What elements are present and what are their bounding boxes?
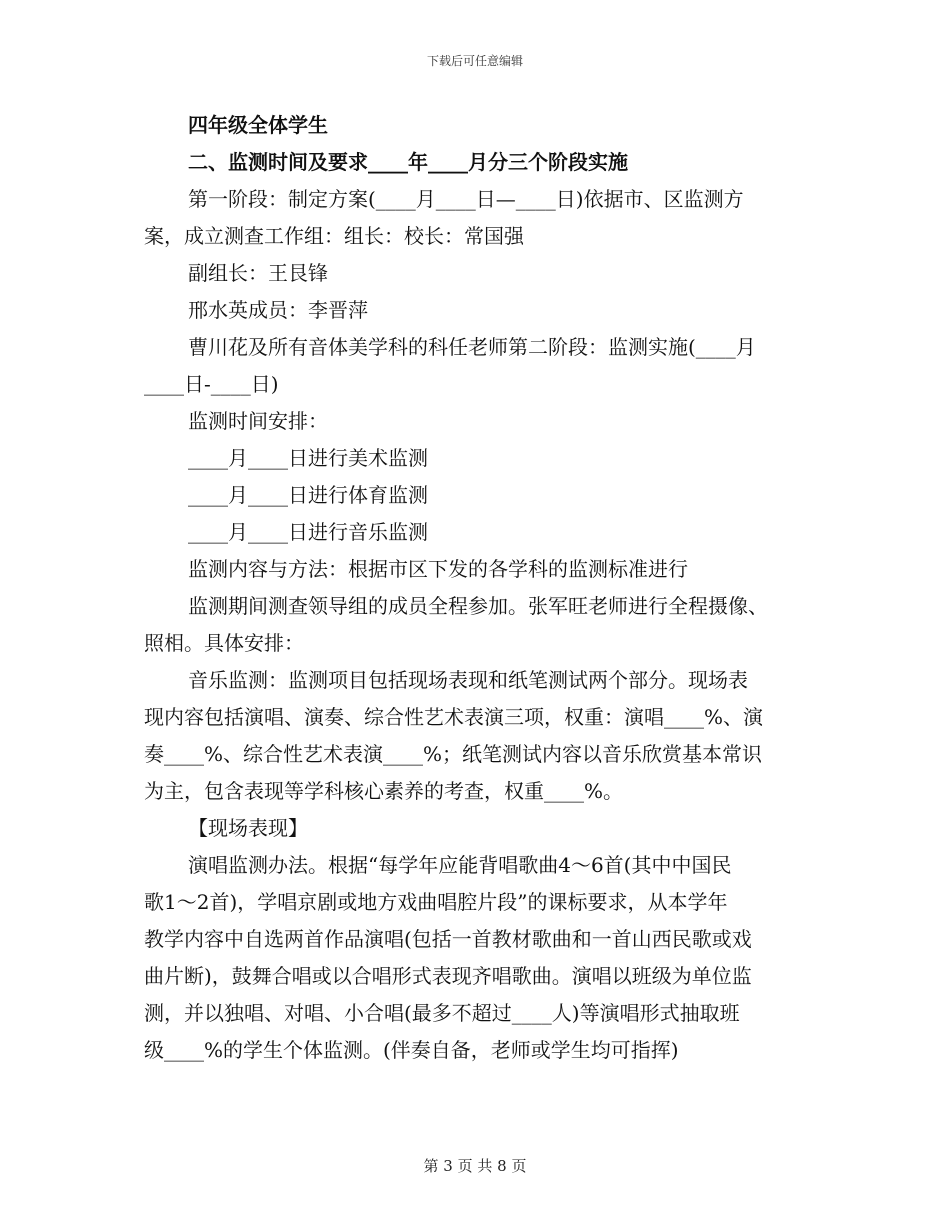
schedule-item: ____月____日进行体育监测 <box>188 483 428 507</box>
doc-line: 监测期间测查领导组的成员全程参加。张军旺老师进行全程摄像、 <box>188 594 768 618</box>
doc-line: ____日-____日) <box>144 372 279 396</box>
doc-line: 监测时间安排： <box>188 409 328 433</box>
doc-line: 曹川花及所有音体美学科的科任老师第二阶段：监测实施(____月 <box>188 335 756 359</box>
doc-line: 四年级全体学生 <box>188 113 328 137</box>
doc-line: 曲片断)，鼓舞合唱或以合唱形式表现齐唱歌曲。演唱以班级为单位监 <box>144 964 752 988</box>
schedule-item: ____月____日进行美术监测 <box>188 446 428 470</box>
page-footer: 第 3 页 共 8 页 <box>423 1157 527 1175</box>
section-heading: 二、监测时间及要求____年____月分三个阶段实施 <box>188 150 628 174</box>
doc-line: 照相。具体安排： <box>144 631 304 655</box>
doc-line: 案，成立测查工作组：组长：校长：常国强 <box>144 224 524 248</box>
doc-line: 演唱监测办法。根据“每学年应能背唱歌曲4～6首(其中中国民 <box>188 853 732 877</box>
doc-line: 音乐监测：监测项目包括现场表现和纸笔测试两个部分。现场表 <box>188 668 748 692</box>
doc-line: 歌1～2首)，学唱京剧或地方戏曲唱腔片段”的课标要求，从本学年 <box>144 890 728 914</box>
doc-line: 邢水英成员：李晋萍 <box>188 298 368 322</box>
doc-line: 为主，包含表现等学科核心素养的考查，权重____%。 <box>144 779 624 803</box>
doc-line: 第一阶段：制定方案(____月____日—____日)依据市、区监测方 <box>188 187 744 211</box>
schedule-item: ____月____日进行音乐监测 <box>188 520 428 544</box>
doc-line: 副组长：王艮锋 <box>188 261 328 285</box>
doc-line: 教学内容中自选两首作品演唱(包括一首教材歌曲和一首山西民歌或戏 <box>144 927 752 951</box>
doc-line: 监测内容与方法：根据市区下发的各学科的监测标准进行 <box>188 557 688 581</box>
subsection-heading: 【现场表现】 <box>188 816 308 840</box>
doc-line: 奏____%、综合性艺术表演____%；纸笔测试内容以音乐欣赏基本常识 <box>144 742 763 766</box>
document-body <box>144 107 809 1069</box>
doc-line: 测，并以独唱、对唱、小合唱(最多不超过____人)等演唱形式抽取班 <box>144 1001 740 1025</box>
doc-line: 现内容包括演唱、演奏、综合性艺术表演三项，权重：演唱____%、演 <box>144 705 764 729</box>
doc-line: 级____%的学生个体监测。(伴奏自备，老师或学生均可指挥) <box>144 1038 679 1062</box>
page-header: 下载后可任意编辑 <box>426 54 523 68</box>
